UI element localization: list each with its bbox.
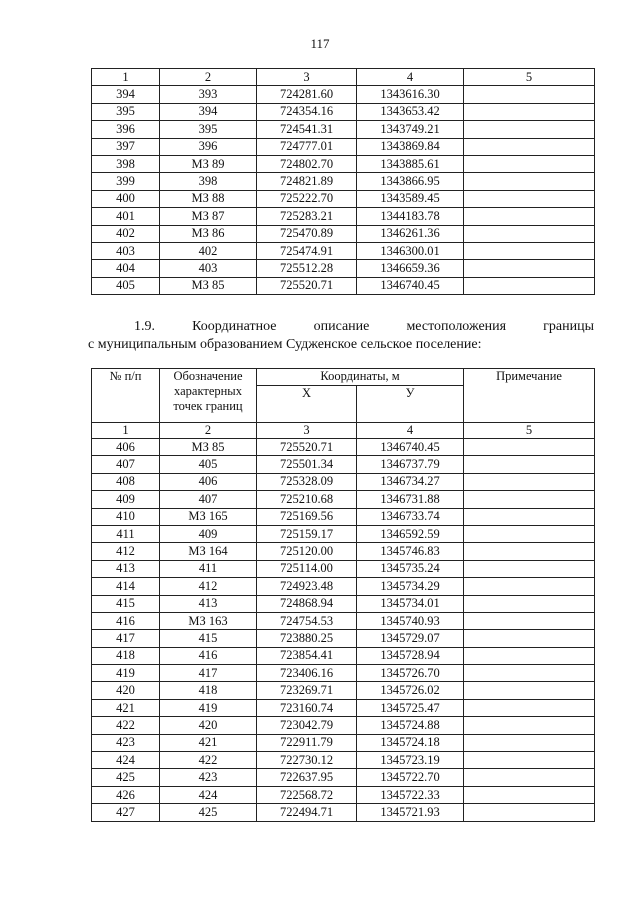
point-number: 399 — [92, 173, 160, 190]
coordinate-x: 723042.79 — [257, 717, 357, 734]
table-row — [92, 578, 595, 595]
coordinate-x: 724923.48 — [257, 578, 357, 595]
boundary-point: МЗ 85 — [160, 277, 257, 294]
header-x: X — [257, 386, 357, 423]
column-number: 2 — [160, 69, 257, 86]
coordinate-y: 1346740.45 — [357, 277, 464, 294]
column-number: 1 — [92, 69, 160, 86]
coordinates-table — [91, 368, 595, 822]
coordinate-y: 1345729.07 — [357, 630, 464, 647]
note — [464, 456, 595, 473]
coordinate-y: 1345721.93 — [357, 804, 464, 821]
coordinate-x: 725512.28 — [257, 260, 357, 277]
table-row — [92, 439, 595, 456]
point-number: 424 — [92, 752, 160, 769]
point-number: 403 — [92, 242, 160, 259]
point-number: 426 — [92, 786, 160, 803]
boundary-point: 398 — [160, 173, 257, 190]
point-number: 396 — [92, 121, 160, 138]
header-num: № п/п — [92, 369, 160, 423]
note — [464, 786, 595, 803]
note — [464, 699, 595, 716]
column-number-row — [92, 423, 595, 439]
coordinate-y: 1345725.47 — [357, 699, 464, 716]
point-number: 410 — [92, 508, 160, 525]
note — [464, 208, 595, 225]
column-number: 3 — [257, 69, 357, 86]
coordinate-y: 1343749.21 — [357, 121, 464, 138]
section-heading-line1 — [100, 318, 594, 336]
column-number: 4 — [357, 69, 464, 86]
boundary-point: 420 — [160, 717, 257, 734]
point-number: 407 — [92, 456, 160, 473]
section-heading-line2: с муниципальным образованием Судженское сельское поселение: — [88, 337, 482, 352]
column-number: 5 — [464, 423, 595, 439]
column-number: 2 — [160, 423, 257, 439]
boundary-point: 423 — [160, 769, 257, 786]
section-word: Координатное — [192, 319, 277, 334]
point-number: 398 — [92, 155, 160, 172]
boundary-point: МЗ 85 — [160, 439, 257, 456]
note — [464, 682, 595, 699]
point-number: 419 — [92, 665, 160, 682]
table-row — [92, 804, 595, 821]
coordinate-y: 1346659.36 — [357, 260, 464, 277]
coordinate-y: 1345722.33 — [357, 786, 464, 803]
boundary-point: МЗ 88 — [160, 190, 257, 207]
boundary-point: 394 — [160, 103, 257, 120]
coordinate-x: 725120.00 — [257, 543, 357, 560]
table-row — [92, 456, 595, 473]
boundary-point: 409 — [160, 525, 257, 542]
point-number: 415 — [92, 595, 160, 612]
table-row — [92, 121, 595, 138]
point-number: 422 — [92, 717, 160, 734]
boundary-point: 422 — [160, 752, 257, 769]
boundary-point: 415 — [160, 630, 257, 647]
note — [464, 525, 595, 542]
note — [464, 665, 595, 682]
table-row — [92, 543, 595, 560]
note — [464, 491, 595, 508]
note — [464, 647, 595, 664]
boundary-point: 417 — [160, 665, 257, 682]
point-number: 414 — [92, 578, 160, 595]
note — [464, 752, 595, 769]
boundary-point: 418 — [160, 682, 257, 699]
coordinate-x: 724754.53 — [257, 612, 357, 629]
table-row — [92, 173, 595, 190]
coordinate-x: 724821.89 — [257, 173, 357, 190]
point-number: 402 — [92, 225, 160, 242]
boundary-point: 424 — [160, 786, 257, 803]
table-row — [92, 525, 595, 542]
coordinate-y: 1345722.70 — [357, 769, 464, 786]
section-word: границы — [543, 319, 594, 334]
coordinate-x: 724541.31 — [257, 121, 357, 138]
coordinate-y: 1343869.84 — [357, 138, 464, 155]
point-number: 417 — [92, 630, 160, 647]
coordinate-x: 722494.71 — [257, 804, 357, 821]
coordinate-x: 725169.56 — [257, 508, 357, 525]
table-row — [92, 612, 595, 629]
coordinate-x: 723160.74 — [257, 699, 357, 716]
table-row — [92, 225, 595, 242]
boundary-point: 407 — [160, 491, 257, 508]
column-number: 3 — [257, 423, 357, 439]
boundary-point: МЗ 89 — [160, 155, 257, 172]
coordinate-x: 722911.79 — [257, 734, 357, 751]
table-row — [92, 190, 595, 207]
boundary-point: 421 — [160, 734, 257, 751]
point-number: 423 — [92, 734, 160, 751]
note — [464, 630, 595, 647]
boundary-point: 396 — [160, 138, 257, 155]
note — [464, 173, 595, 190]
coordinate-x: 724354.16 — [257, 103, 357, 120]
note — [464, 717, 595, 734]
note — [464, 734, 595, 751]
coordinate-y: 1345724.18 — [357, 734, 464, 751]
column-number: 5 — [464, 69, 595, 86]
boundary-point: 419 — [160, 699, 257, 716]
coordinate-x: 724868.94 — [257, 595, 357, 612]
header-y: У — [357, 386, 464, 423]
coordinate-x: 725283.21 — [257, 208, 357, 225]
header-note: Примечание — [464, 369, 595, 423]
note — [464, 190, 595, 207]
boundary-point: МЗ 165 — [160, 508, 257, 525]
point-number: 425 — [92, 769, 160, 786]
point-number: 409 — [92, 491, 160, 508]
coordinate-x: 725222.70 — [257, 190, 357, 207]
coordinate-x: 723880.25 — [257, 630, 357, 647]
coordinate-y: 1346733.74 — [357, 508, 464, 525]
point-number: 395 — [92, 103, 160, 120]
note — [464, 560, 595, 577]
coordinate-y: 1343866.95 — [357, 173, 464, 190]
header-coordinates: Координаты, м — [257, 369, 464, 386]
note — [464, 439, 595, 456]
table-row — [92, 103, 595, 120]
coordinate-y: 1345723.19 — [357, 752, 464, 769]
table-row — [92, 769, 595, 786]
point-number: 416 — [92, 612, 160, 629]
table-row — [92, 682, 595, 699]
section-word: описание — [313, 319, 370, 334]
coordinate-y: 1346261.36 — [357, 225, 464, 242]
header-designation: Обозначение характерных точек границ — [160, 369, 257, 423]
table-row — [92, 734, 595, 751]
coordinate-x: 724777.01 — [257, 138, 357, 155]
coordinate-x: 722637.95 — [257, 769, 357, 786]
section-number: 1.9. — [134, 319, 155, 334]
coordinate-y: 1344183.78 — [357, 208, 464, 225]
column-number: 1 — [92, 423, 160, 439]
coordinate-x: 725520.71 — [257, 277, 357, 294]
table-row — [92, 155, 595, 172]
coordinate-x: 724802.70 — [257, 155, 357, 172]
column-number-row — [92, 69, 595, 86]
boundary-point: 425 — [160, 804, 257, 821]
note — [464, 242, 595, 259]
point-number: 427 — [92, 804, 160, 821]
coordinates-table-continued — [91, 68, 595, 295]
coordinate-x: 725474.91 — [257, 242, 357, 259]
table-row — [92, 717, 595, 734]
table-row — [92, 473, 595, 490]
note — [464, 277, 595, 294]
coordinate-y: 1343885.61 — [357, 155, 464, 172]
point-number: 397 — [92, 138, 160, 155]
boundary-point: МЗ 164 — [160, 543, 257, 560]
note — [464, 121, 595, 138]
coordinate-y: 1346592.59 — [357, 525, 464, 542]
table-row — [92, 595, 595, 612]
coordinate-y: 1346740.45 — [357, 439, 464, 456]
section-heading — [88, 318, 594, 354]
coordinate-y: 1346737.79 — [357, 456, 464, 473]
table-row — [92, 665, 595, 682]
coordinate-x: 724281.60 — [257, 86, 357, 103]
boundary-point: 416 — [160, 647, 257, 664]
coordinate-y: 1345728.94 — [357, 647, 464, 664]
table-row — [92, 242, 595, 259]
boundary-point: 402 — [160, 242, 257, 259]
table-row — [92, 630, 595, 647]
point-number: 420 — [92, 682, 160, 699]
coordinate-y: 1345734.01 — [357, 595, 464, 612]
boundary-point: 395 — [160, 121, 257, 138]
note — [464, 769, 595, 786]
table-row — [92, 138, 595, 155]
boundary-point: МЗ 86 — [160, 225, 257, 242]
coordinate-x: 723406.16 — [257, 665, 357, 682]
coordinate-x: 725470.89 — [257, 225, 357, 242]
boundary-point: 411 — [160, 560, 257, 577]
boundary-point: 406 — [160, 473, 257, 490]
boundary-point: 403 — [160, 260, 257, 277]
point-number: 418 — [92, 647, 160, 664]
coordinate-y: 1345746.83 — [357, 543, 464, 560]
coordinate-x: 725501.34 — [257, 456, 357, 473]
note — [464, 804, 595, 821]
coordinate-y: 1345726.02 — [357, 682, 464, 699]
point-number: 421 — [92, 699, 160, 716]
boundary-point: 393 — [160, 86, 257, 103]
point-number: 401 — [92, 208, 160, 225]
table-row — [92, 699, 595, 716]
point-number: 406 — [92, 439, 160, 456]
table-row — [92, 786, 595, 803]
boundary-point: 412 — [160, 578, 257, 595]
coordinate-x: 725328.09 — [257, 473, 357, 490]
coordinate-y: 1343653.42 — [357, 103, 464, 120]
point-number: 404 — [92, 260, 160, 277]
table-row — [92, 260, 595, 277]
table-row — [92, 208, 595, 225]
point-number: 408 — [92, 473, 160, 490]
table-row — [92, 277, 595, 294]
point-number: 411 — [92, 525, 160, 542]
column-number: 4 — [357, 423, 464, 439]
table-row — [92, 491, 595, 508]
coordinate-x: 723269.71 — [257, 682, 357, 699]
note — [464, 595, 595, 612]
table-row — [92, 560, 595, 577]
coordinate-y: 1345724.88 — [357, 717, 464, 734]
coordinate-y: 1345726.70 — [357, 665, 464, 682]
coordinate-x: 725159.17 — [257, 525, 357, 542]
table-row — [92, 86, 595, 103]
boundary-point: 413 — [160, 595, 257, 612]
point-number: 412 — [92, 543, 160, 560]
note — [464, 543, 595, 560]
table-row — [92, 508, 595, 525]
note — [464, 508, 595, 525]
section-word: местоположения — [406, 319, 507, 334]
coordinate-y: 1343616.30 — [357, 86, 464, 103]
point-number: 394 — [92, 86, 160, 103]
coordinate-y: 1345740.93 — [357, 612, 464, 629]
coordinate-x: 722730.12 — [257, 752, 357, 769]
boundary-point: 405 — [160, 456, 257, 473]
table-row — [92, 647, 595, 664]
coordinate-x: 725114.00 — [257, 560, 357, 577]
note — [464, 225, 595, 242]
boundary-point: МЗ 163 — [160, 612, 257, 629]
point-number: 400 — [92, 190, 160, 207]
note — [464, 86, 595, 103]
coordinate-y: 1345735.24 — [357, 560, 464, 577]
page-number: 117 — [310, 36, 330, 51]
point-number: 413 — [92, 560, 160, 577]
point-number: 405 — [92, 277, 160, 294]
coordinate-y: 1346731.88 — [357, 491, 464, 508]
coordinate-x: 725520.71 — [257, 439, 357, 456]
boundary-point: МЗ 87 — [160, 208, 257, 225]
coordinate-x: 723854.41 — [257, 647, 357, 664]
note — [464, 138, 595, 155]
coordinate-y: 1346734.27 — [357, 473, 464, 490]
note — [464, 155, 595, 172]
note — [464, 103, 595, 120]
coordinate-x: 725210.68 — [257, 491, 357, 508]
note — [464, 260, 595, 277]
coordinate-y: 1345734.29 — [357, 578, 464, 595]
coordinate-x: 722568.72 — [257, 786, 357, 803]
note — [464, 612, 595, 629]
note — [464, 578, 595, 595]
table-row — [92, 752, 595, 769]
coordinate-y: 1346300.01 — [357, 242, 464, 259]
note — [464, 473, 595, 490]
coordinate-y: 1343589.45 — [357, 190, 464, 207]
